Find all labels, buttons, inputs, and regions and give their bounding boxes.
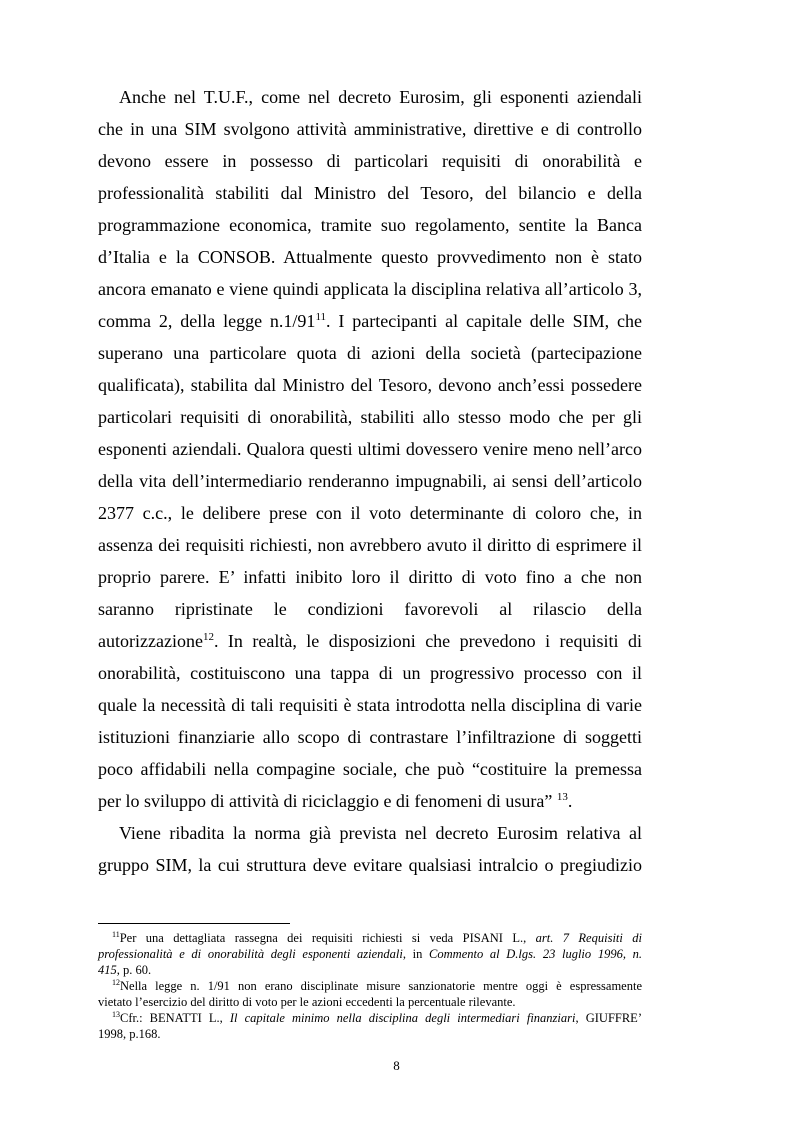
footnote-separator <box>98 923 290 924</box>
paragraph-line: istituzioni finanziarie allo scopo di contrastare l’infiltrazione di soggetti <box>98 727 642 747</box>
footnote-text: Nella legge n. 1/91 non erano disciplinate misure sanzionatorie mentre oggi è espressamente <box>120 979 642 993</box>
footnote-ref: 12 <box>202 631 214 643</box>
paragraph-line: qualificata), stabilita dal Ministro del Tesoro, devono anch’essi possedere <box>98 375 642 395</box>
paragraph-line: Anche nel T.U.F., come nel decreto Eurosim, gli esponenti aziendali <box>119 87 642 107</box>
footnote-text-italic: professionalità e di onorabilità degli esponenti aziendali <box>98 947 403 961</box>
paragraph-line: d’Italia e la CONSOB. Attualmente questo provvedimento non è stato <box>98 247 642 267</box>
paragraph-line <box>98 310 642 332</box>
paragraph-line: poco affidabili nella compagine sociale, che può “costituire la premessa <box>98 759 642 779</box>
paragraph-line: saranno ripristinate le condizioni favorevoli al rilascio della <box>98 599 642 619</box>
paragraph-line: particolari requisiti di onorabilità, stabiliti allo stesso modo che per gli <box>98 407 642 427</box>
paragraph-line: proprio parere. E’ infatti inibito loro il diritto di voto fino a che non <box>98 567 642 587</box>
footnote-13-line: 1998, p.168. <box>98 1027 161 1041</box>
footnote-text-italic: art. 7 Requisiti di <box>535 931 642 945</box>
footnote-number: 13 <box>112 1010 120 1019</box>
paragraph-line: quale la necessità di tali requisiti è stata introdotta nella disciplina di varie <box>98 695 642 715</box>
footnote-11-line <box>98 946 642 962</box>
footnote-11-line <box>98 962 642 978</box>
paragraph-line: che in una SIM svolgono attività amministrative, direttive e di controllo <box>98 119 642 139</box>
footnote-12-line: vietato l’esercizio del diritto di voto per le azioni eccedenti la percentuale rilevante. <box>98 995 516 1009</box>
paragraph-line: 2377 c.c., le delibere prese con il voto determinante di coloro che, in <box>98 503 642 523</box>
footnote-text: , GIUFFRE’ <box>575 1011 642 1025</box>
footnote-text-italic: Il capitale minimo nella disciplina degli intermediari finanziari <box>229 1011 576 1025</box>
line-text: . In realtà, le disposizioni che prevedono i requisiti di <box>213 631 642 651</box>
footnote-text: Cfr.: BENATTI L., <box>120 1011 230 1025</box>
footnote-text: Per una dettagliata rassegna dei requisiti richiesti si veda PISANI L., <box>119 931 536 945</box>
footnote-number: 11 <box>112 930 120 939</box>
paragraph-line: professionalità stabiliti dal Ministro del Tesoro, del bilancio e della <box>98 183 642 203</box>
footnote-number: 12 <box>112 978 120 987</box>
paragraph-line: programmazione economica, tramite suo regolamento, sentite la Banca <box>98 215 642 235</box>
paragraph-line: ancora emanato e viene quindi applicata la disciplina relativa all’articolo 3, <box>98 279 642 299</box>
footnote-text: , in <box>402 947 430 961</box>
footnote-12 <box>112 978 642 994</box>
footnote-text-italic: 415 <box>98 963 117 977</box>
footnote-13 <box>112 1010 642 1026</box>
paragraph-line: assenza dei requisiti richiesti, non avrebbero avuto il diritto di esprimere il <box>98 535 642 555</box>
line-text: . I partecipanti al capitale delle SIM, che <box>326 311 642 331</box>
paragraph-line <box>98 630 642 652</box>
page-number: 8 <box>393 1058 400 1073</box>
footnote-ref: 13 <box>556 791 568 803</box>
line-text: per lo sviluppo di attività di riciclaggio e di fenomeni di usura” <box>98 791 557 811</box>
paragraph-line: gruppo SIM, la cui struttura deve evitare qualsiasi intralcio o pregiudizio <box>98 855 642 875</box>
line-text: . <box>567 791 573 811</box>
footnote-text-italic: Commento al D.lgs. 23 luglio 1996, n. <box>429 947 642 961</box>
paragraph-line: onorabilità, costituiscono una tappa di un progressivo processo con il <box>98 663 642 683</box>
footnote-text: , p. 60. <box>116 963 152 977</box>
footnote-11 <box>112 930 642 946</box>
line-text: autorizzazione <box>98 631 203 651</box>
paragraph-line <box>98 790 642 812</box>
paragraph-line: Viene ribadita la norma già prevista nel decreto Eurosim relativa al <box>119 823 642 843</box>
paragraph-line: della vita dell’intermediario renderanno impugnabili, ai sensi dell’articolo <box>98 471 642 491</box>
paragraph-line: esponenti aziendali. Qualora questi ultimi dovessero venire meno nell’arco <box>98 439 642 459</box>
footnote-ref: 11 <box>315 311 327 323</box>
paragraph-line: superano una particolare quota di azioni della società (partecipazione <box>98 343 642 363</box>
line-text: comma 2, della legge n.1/91 <box>98 311 316 331</box>
paragraph-line: devono essere in possesso di particolari requisiti di onorabilità e <box>98 151 642 171</box>
